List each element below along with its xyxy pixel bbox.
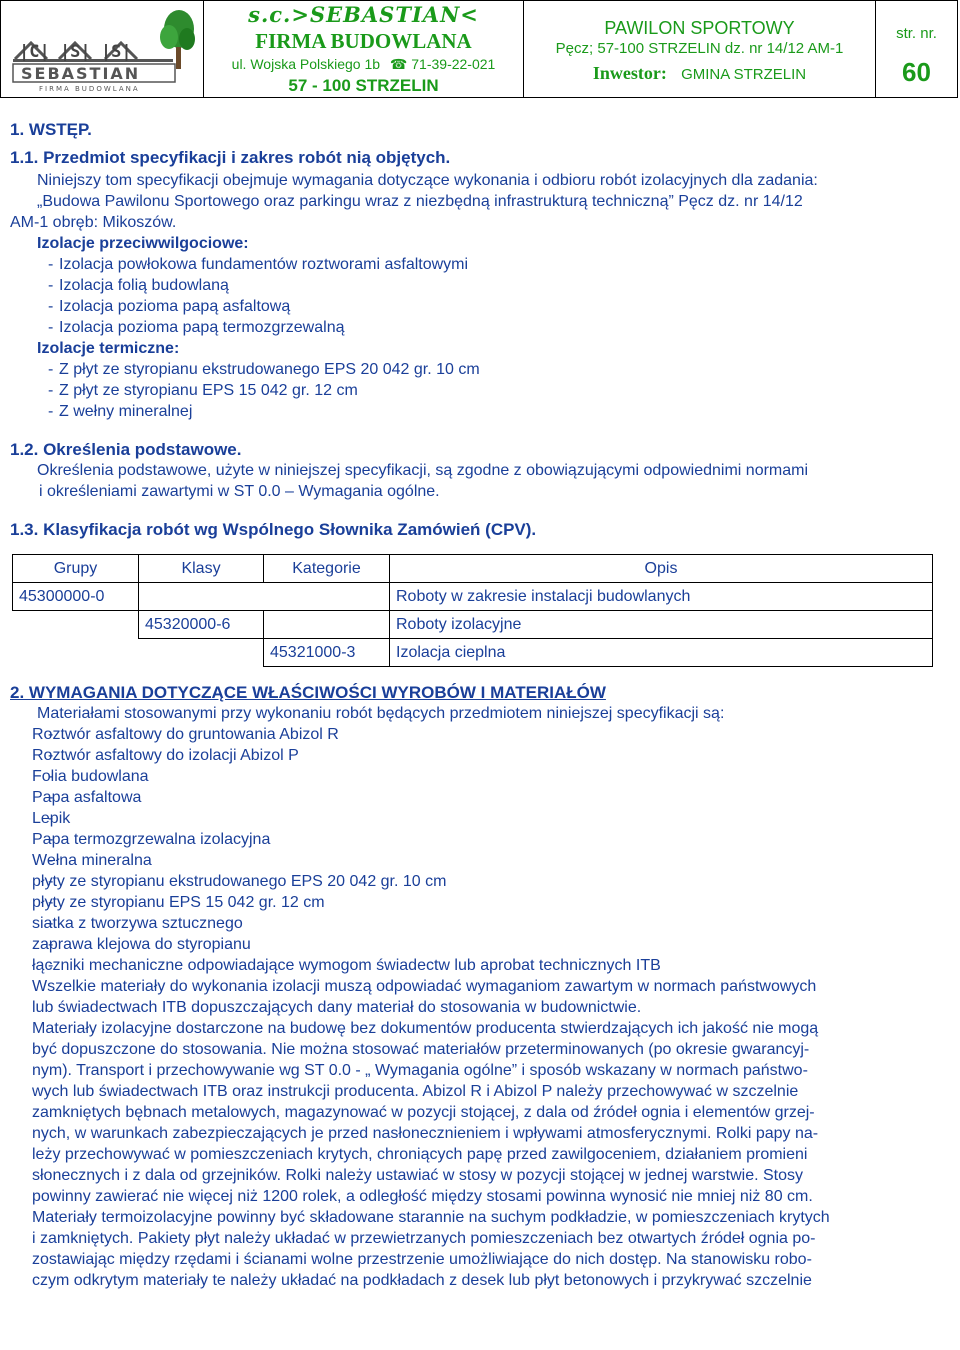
logo-text-top: |C| |S| |S| [19,42,132,62]
logo-text-main: SEBASTIAN [21,64,141,83]
text-line: i określeniami zawartymi w ST 0.0 – Wymagania ogólne. [39,483,440,500]
table-header-cell: Grupy [13,555,139,583]
header-company-cell [204,1,524,97]
text-line: Materiały izolacyjne dostarczone na budowę bez dokumentów producenta stwierdzających ich jakość nie mogą [32,1020,819,1037]
section-1-2-text [10,460,945,502]
thermal-isolation-heading: Izolacje termiczne: [37,340,180,357]
list-item: - płyty ze styropianu ekstrudowanego EPS 20 042 gr. 10 cm [10,871,945,892]
section-1-heading: 1. WSTĘP. [10,120,92,139]
project-location: Pęcz; 57-100 STRZELIN dz. nr 14/12 AM-1 [555,40,844,57]
table-cell [264,611,390,639]
project-investor [524,63,875,84]
table-header-cell: Opis [390,555,933,583]
table-cell: 45320000-6 [139,611,264,639]
list-item: - Lepik [10,808,945,829]
logo-text-sub: FIRMA BUDOWLANA [39,85,140,93]
table-header-row [13,555,933,583]
text-line: wych lub świadectwach ITB oraz instrukcji producenta. Abizol R i Abizol P należy przechowywać w szczelnie [32,1083,799,1100]
document-header [0,0,958,98]
text-line: Wszelkie materiały do wykonania izolacji muszą odpowiadać wymaganiom zawartym w normach państwowych [32,978,817,995]
company-name: FIRMA BUDOWLANA [255,29,472,53]
text-line: lub świadectwach ITB dopuszczających dany materiał do stosowania w budownictwie. [32,999,642,1016]
table-cell [264,583,390,611]
table-cell [13,639,139,667]
company-script-name: s.c.>SEBASTIAN< [248,2,479,27]
list-item: - Folia budowlana [10,766,945,787]
section-1-2-heading: 1.2. Określenia podstawowe. [10,440,242,459]
text-line: czym odkrytym materiały te należy układać na podkładach z desek lub płyt betonowych i przykrywać szczelnie [32,1272,812,1289]
section-1-1-heading: 1.1. Przedmiot specyfikacji i zakres robót nią objętych. [10,148,451,167]
text-line: Określenia podstawowe, użyte w niniejszej specyfikacji, są zgodne z obowiązującymi odpowiednimi normami [37,462,809,479]
list-item: - Roztwór asfaltowy do gruntowania Abizol R [10,724,945,745]
list-item: - łączniki mechaniczne odpowiadające wymogom świadectw lub aprobat technicznych ITB [10,955,945,976]
header-project-cell [524,1,876,97]
text-line: być dopuszczone do stosowania. Nie można stosować materiałów przeterminowanych (po okresie gwarancyj- [32,1041,810,1058]
table-cell: 45300000-0 [13,583,139,611]
project-title: PAWILON SPORTOWY [604,18,795,38]
section-2-heading: 2. WYMAGANIA DOTYCZĄCE WŁAŚCIWOŚCI WYROBÓW I MATERIAŁÓW [10,683,606,702]
logo-graphic [9,7,197,93]
section-2-paragraph [10,976,945,1291]
list-item: - zaprawa klejowa do styropianu [10,934,945,955]
table-cell [13,611,139,639]
list-item: - Z płyt ze styropianu EPS 15 042 gr. 12 cm [10,380,945,401]
company-address: ul. Wojska Polskiego 1b [231,56,381,72]
section-2-intro: Materiałami stosowanymi przy wykonaniu robót będących przedmiotem niniejszej specyfikacji są: [37,705,725,722]
cpv-table [12,554,933,667]
table-cell: Izolacja cieplna [390,639,933,667]
company-logo [9,7,197,93]
text-line: nym). Transport i przechowywanie wg ST 0.0 - „ Wymagania ogólne” i sposób wskazany w normach państwo- [32,1062,808,1079]
list-item: - płyty ze styropianu EPS 15 042 gr. 12 cm [10,892,945,913]
table-header-cell: Klasy [139,555,264,583]
text-line: leży przechowywać w pomieszczeniach krytych, chroniących papę przed zawilgoceniem, działaniem promieni [32,1146,808,1163]
company-address-line [204,56,523,73]
list-item: - Papa asfaltowa [10,787,945,808]
text-line: Materiały termoizolacyjne powinny być składowane starannie na suchym podkładzie, w pomieszczeniach krytych [32,1209,830,1226]
page-number-label: str. nr. [896,25,937,42]
header-logo-cell [1,1,204,97]
text-line: zostawiając między rzędami i ścianami wolne przestrzenie umożliwiające do nich dostęp. Na stanowisku robo- [32,1251,812,1268]
text-line: powinny zawierać nie więcej niż 1200 rolek, a odległość między stosami powinna wynosić nie mniej niż 80 cm. [32,1188,813,1205]
telephone-icon: ☎ [389,56,408,72]
section-1-3-heading: 1.3. Klasyfikacja robót wg Wspólnego Słownika Zamówień (CPV). [10,520,537,539]
table-header-cell: Kategorie [264,555,390,583]
table-cell: Roboty w zakresie instalacji budowlanych [390,583,933,611]
moisture-isolation-heading: Izolacje przeciwwilgociowe: [37,235,249,252]
list-item: - Wełna mineralna [10,850,945,871]
table-row [13,639,933,667]
document-body [10,119,945,1291]
table-cell: Roboty izolacyjne [390,611,933,639]
list-item: - Izolacja pozioma papą termozgrzewalną [10,317,945,338]
text-line: nych, w warunkach zabezpieczających je przed nasłonecznieniem i wpływami atmosferycznymi. Rolki papy na- [32,1125,819,1142]
text-line: i zamkniętych. Pakiety płyt należy układać w przewietrzanych pomieszczeniach bez otwartych źródeł ognia po- [32,1230,816,1247]
list-item: - Izolacja pozioma papą asfaltową [10,296,945,317]
text-line: „Budowa Pawilonu Sportowego oraz parkingu wraz z niezbędną infrastrukturą techniczną” Pęcz dz. nr 14/12 [37,193,803,210]
table-row [13,611,933,639]
header-page-cell [876,1,957,97]
investor-value: GMINA STRZELIN [681,66,807,83]
list-item: - siatka z tworzywa sztucznego [10,913,945,934]
list-item: - Roztwór asfaltowy do izolacji Abizol P [10,745,945,766]
list-item: - Izolacja powłokowa fundamentów roztworami asfaltowymi [10,254,945,275]
thermal-isolation-list [10,359,945,422]
section-1-1-text [10,170,945,212]
table-row [13,583,933,611]
table-cell [139,639,264,667]
list-item: - Z wełny mineralnej [10,401,945,422]
page-number: 60 [902,57,931,87]
company-city: 57 - 100 STRZELIN [288,76,439,95]
list-item: - Papa termozgrzewalna izolacyjna [10,829,945,850]
table-cell: 45321000-3 [264,639,390,667]
table-cell [139,583,264,611]
moisture-isolation-list [10,254,945,338]
text-line: AM-1 obręb: Mikoszów. [10,214,177,231]
investor-label: Inwestor: [592,63,667,83]
list-item: - Z płyt ze styropianu ekstrudowanego EPS 20 042 gr. 10 cm [10,359,945,380]
text-line: Niniejszy tom specyfikacji obejmuje wymagania dotyczące wykonania i odbioru robót izolacyjnych dla zadania: [37,172,818,189]
company-phone: 71-39-22-021 [411,56,496,72]
text-line: słonecznych i z dala od grzejników. Rolki należy ustawiać w stosy w pozycji stojącej w jednej warstwie. Stosy [32,1167,803,1184]
list-item: - Izolacja folią budowlaną [10,275,945,296]
materials-list [10,724,945,976]
text-line: zamkniętych bębnach metalowych, magazynować w pozycji stojącej, z dala od źródeł ognia i elementów grzej- [32,1104,815,1121]
